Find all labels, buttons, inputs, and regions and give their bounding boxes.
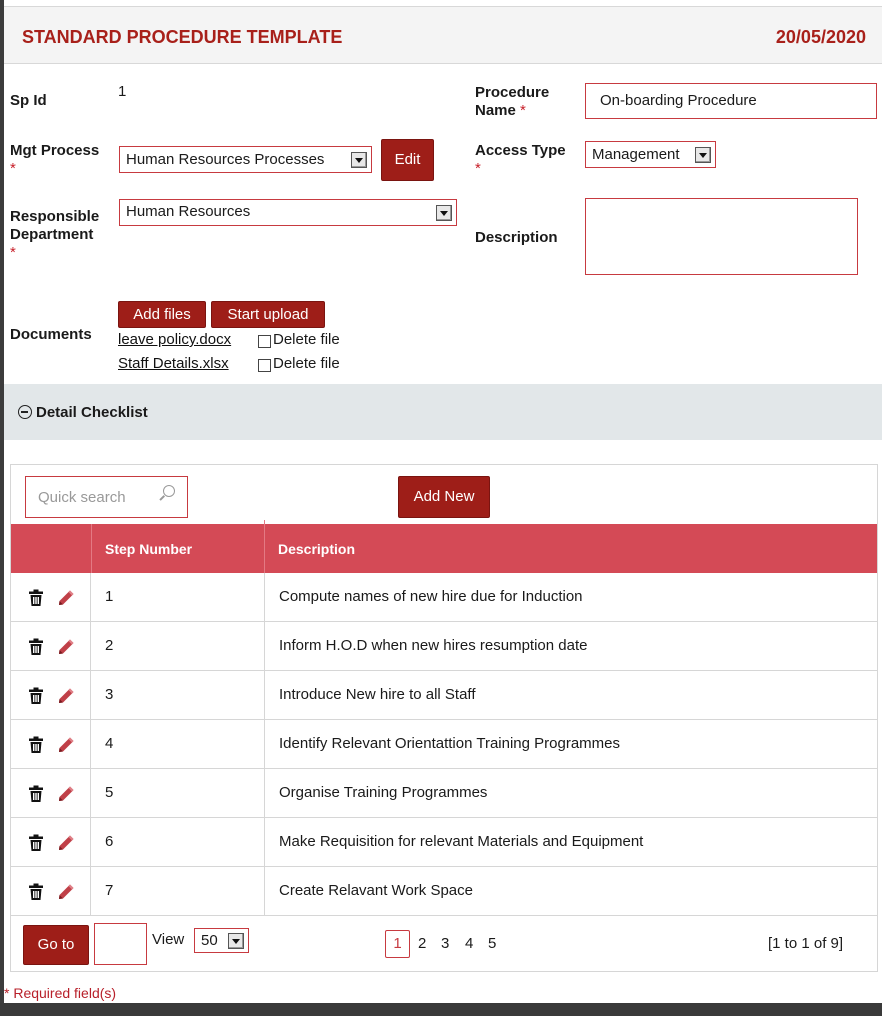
- table-row[interactable]: [11, 867, 877, 916]
- section-title: Detail Checklist: [36, 404, 148, 421]
- required-marker: *: [475, 160, 481, 177]
- procedure-name-label: [475, 84, 549, 120]
- add-new-button[interactable]: Add New: [398, 476, 490, 518]
- page-2-button[interactable]: 2: [418, 935, 427, 952]
- step-cell: [91, 671, 265, 720]
- column-divider: [264, 520, 265, 573]
- edit-button[interactable]: Edit: [381, 139, 434, 181]
- pencil-icon[interactable]: [57, 785, 75, 802]
- responsible-label-line1: Responsible: [10, 208, 100, 225]
- start-upload-button[interactable]: Start upload: [211, 301, 325, 328]
- pagination-summary: [1 to 1 of 9]: [768, 935, 844, 952]
- step-number: 5: [105, 784, 114, 801]
- required-fields-note: * Required field(s): [4, 985, 117, 1001]
- step-description: Create Relavant Work Space: [279, 882, 473, 899]
- sp-id-label: Sp Id: [10, 92, 47, 109]
- actions-cell: [11, 769, 91, 818]
- table-row[interactable]: [11, 720, 877, 769]
- quick-search-input[interactable]: [25, 476, 188, 518]
- file-link[interactable]: leave policy.docx: [118, 331, 232, 348]
- bottom-bar: [0, 1003, 882, 1016]
- page-size-value: 50: [201, 932, 218, 949]
- file-link[interactable]: Staff Details.xlsx: [118, 355, 229, 372]
- page-size-select[interactable]: [194, 928, 249, 953]
- page-1-button[interactable]: 1: [385, 930, 410, 958]
- required-marker: *: [520, 102, 526, 119]
- trash-icon[interactable]: [29, 589, 43, 606]
- step-number: 6: [105, 833, 114, 850]
- actions-cell: [11, 622, 91, 671]
- table-row[interactable]: [11, 573, 877, 622]
- description-textarea[interactable]: [585, 198, 858, 275]
- trash-icon[interactable]: [29, 883, 43, 900]
- procedure-name-input[interactable]: On-boarding Procedure: [585, 83, 877, 119]
- responsible-label-line2: Department: [10, 226, 94, 243]
- trash-icon[interactable]: [29, 638, 43, 655]
- column-divider: [91, 524, 92, 573]
- step-cell: [91, 867, 265, 916]
- page-3-button[interactable]: 3: [441, 935, 450, 952]
- chevron-down-icon: [351, 152, 367, 168]
- step-description: Organise Training Programmes: [279, 784, 488, 801]
- go-to-page-input[interactable]: [94, 923, 147, 965]
- required-marker: *: [10, 160, 16, 177]
- step-cell: [91, 769, 265, 818]
- page-title: STANDARD PROCEDURE TEMPLATE: [22, 27, 343, 47]
- trash-icon[interactable]: [29, 834, 43, 851]
- access-type-value: Management: [592, 146, 680, 163]
- delete-file-label: Delete file: [273, 331, 340, 348]
- table-row[interactable]: [11, 671, 877, 720]
- step-number: 2: [105, 637, 114, 654]
- pencil-icon[interactable]: [57, 687, 75, 704]
- table-row[interactable]: [11, 622, 877, 671]
- column-header-step[interactable]: Step Number: [105, 541, 193, 557]
- actions-cell: [11, 573, 91, 622]
- required-marker: *: [10, 244, 16, 261]
- pencil-icon[interactable]: [57, 834, 75, 851]
- step-cell: [91, 720, 265, 769]
- step-number: 7: [105, 882, 114, 899]
- access-type-label-text: Access Type: [475, 142, 566, 159]
- responsible-department-select[interactable]: [119, 199, 457, 226]
- trash-icon[interactable]: [29, 687, 43, 704]
- column-header-description[interactable]: Description: [278, 541, 356, 557]
- chevron-down-icon: [695, 147, 711, 163]
- table-row[interactable]: [11, 818, 877, 867]
- detail-checklist-header[interactable]: [4, 384, 882, 440]
- access-type-label: [475, 142, 566, 178]
- search-icon[interactable]: [163, 485, 175, 497]
- pencil-icon[interactable]: [57, 883, 75, 900]
- procedure-name-label-line2: Name: [475, 102, 516, 119]
- page-date: 20/05/2020: [775, 27, 866, 47]
- add-files-button[interactable]: Add files: [118, 301, 206, 328]
- mgt-process-label-text: Mgt Process: [10, 142, 100, 159]
- documents-label: Documents: [10, 326, 92, 343]
- pencil-icon[interactable]: [57, 638, 75, 655]
- delete-file-checkbox[interactable]: [258, 359, 271, 372]
- chevron-down-icon: [228, 933, 244, 949]
- actions-cell: [11, 867, 91, 916]
- step-cell: [91, 573, 265, 622]
- page-5-button[interactable]: 5: [488, 935, 497, 952]
- pencil-icon[interactable]: [57, 736, 75, 753]
- step-description: Inform H.O.D when new hires resumption date: [279, 637, 588, 654]
- access-type-select[interactable]: [585, 141, 716, 168]
- responsible-department-label: [10, 208, 99, 262]
- table-row[interactable]: [11, 769, 877, 818]
- procedure-name-label-line1: Procedure: [475, 84, 550, 101]
- view-label: View: [152, 931, 185, 948]
- step-description: Compute names of new hire due for Induction: [279, 588, 583, 605]
- step-description: Identify Relevant Orientattion Training Programmes: [279, 735, 620, 752]
- delete-file-checkbox[interactable]: [258, 335, 271, 348]
- go-to-button[interactable]: Go to: [23, 925, 89, 965]
- page-header: [4, 6, 882, 64]
- step-description: Make Requisition for relevant Materials and Equipment: [279, 833, 644, 850]
- collapse-icon[interactable]: [18, 405, 32, 419]
- actions-cell: [11, 671, 91, 720]
- table-header: [11, 524, 877, 573]
- sp-id-value: 1: [118, 83, 127, 100]
- delete-file-label: Delete file: [273, 355, 340, 372]
- trash-icon[interactable]: [29, 785, 43, 802]
- mgt-process-select[interactable]: [119, 146, 372, 173]
- mgt-process-value: Human Resources Processes: [126, 151, 325, 168]
- actions-cell: [11, 818, 91, 867]
- page-4-button[interactable]: 4: [465, 935, 474, 952]
- actions-cell: [11, 720, 91, 769]
- trash-icon[interactable]: [29, 736, 43, 753]
- step-description: Introduce New hire to all Staff: [279, 686, 476, 703]
- search-placeholder: Quick search: [38, 489, 126, 506]
- step-number: 4: [105, 735, 114, 752]
- pencil-icon[interactable]: [57, 589, 75, 606]
- responsible-department-value: Human Resources: [126, 203, 251, 220]
- step-cell: [91, 622, 265, 671]
- step-number: 1: [105, 588, 114, 605]
- chevron-down-icon: [436, 205, 452, 221]
- step-cell: [91, 818, 265, 867]
- description-label: Description: [475, 229, 558, 246]
- mgt-process-label: [10, 142, 99, 178]
- step-number: 3: [105, 686, 114, 703]
